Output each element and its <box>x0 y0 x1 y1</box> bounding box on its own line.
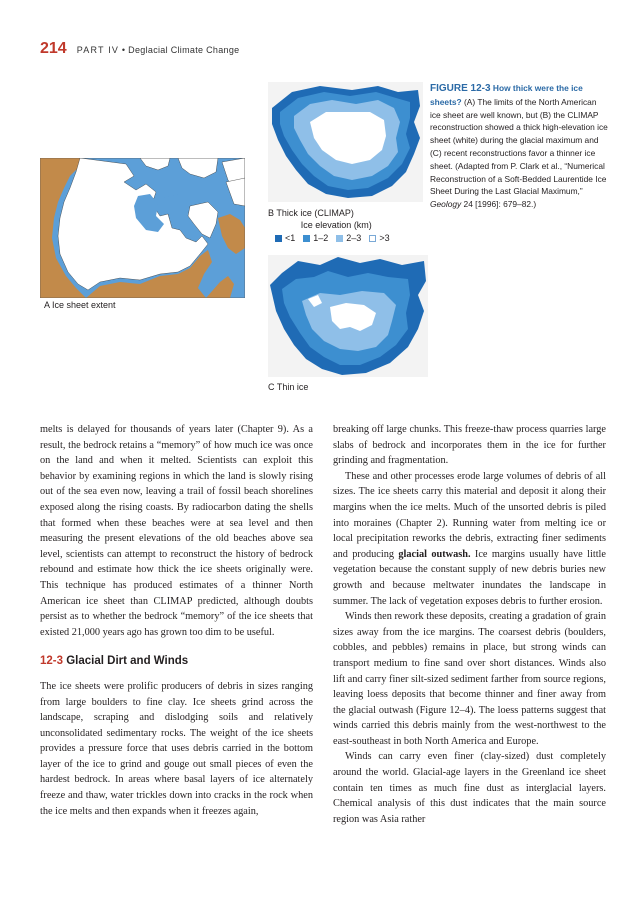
section-heading <box>40 654 313 670</box>
map-thick-ice-climap <box>268 82 423 202</box>
page-number: 214 <box>40 40 67 57</box>
paragraph: Winds can carry even finer (clay-sized) dust completely around the world. Glacial-age layers in the Greenland ice sheet contain ten times as much fine dust as interglacial layers. Chemical analysis of this dust indicates that the main source region was Asia rather <box>333 751 606 825</box>
panel-a-label: A Ice sheet extent <box>44 300 116 310</box>
caption-number: FIGURE 12-3 <box>430 83 491 94</box>
legend-item <box>303 233 328 243</box>
caption-body: (A) The limits of the North American ice sheet are well known, but (B) the CLIMAP reconstruction showed a thick high-elevation ice sheet (white) during the glacial maximum and (C) recent reconstructions favor a thinner ice sheet. (Adapted from P. Clark et al., “Numerical Reconstruction of a Soft-Bedded Laurentide Ice Sheet During the Last Glacial Maximum,” <box>430 96 608 197</box>
legend-item <box>275 233 295 243</box>
paragraph: These and other processes erode large volumes of debris of all sizes. The ice sheets carry this material and deposit it along their margins when the ice melts. Much of the unsorted debris is piled into moraines (Chapter 2). Running water from melting ice or local precipitation reworks the debris, extracting finer sediments and producing glacial outwash. Ice margins usually have little vegetation because the constant supply of new debris buries new growth and because meltwater inundates the landscape in summer. The lack of vegetation exposes debris to further erosion. <box>333 470 606 607</box>
part-title <box>77 45 240 55</box>
part-name: • Deglacial Climate Change <box>119 45 240 55</box>
text-column-left <box>40 422 313 819</box>
legend-label: 1–2 <box>313 233 329 243</box>
section-number: 12-3 <box>40 655 64 668</box>
caption-journal: Geology <box>430 199 462 210</box>
paragraph: breaking off large chunks. This freeze-thaw process quarries large slabs of bedrock and incorporates them in the ice for further grinding and fragmentation. <box>333 424 606 467</box>
legend-swatch <box>369 235 376 242</box>
legend-item <box>336 233 361 243</box>
caption-title: How thick were the ice sheets? <box>430 83 583 107</box>
legend-swatch <box>275 235 282 242</box>
figure-caption <box>430 82 608 211</box>
caption-ref: 24 [1996]: 679–82.) <box>461 199 537 210</box>
legend-label: >3 <box>379 233 390 243</box>
paragraph: melts is delayed for thousands of years later (Chapter 9). As a result, the bedrock retains a “memory” of how much ice was once on the land and when it melted. Scientists can exploit this behavior by examining regions in which the land is slowly rising out of the sea even now, leaving a trail of fossil beach shorelines exposed along the rising coasts. By radiocarbon dating the shells that formed when these beaches were at sea level and then measuring the present elevations of the old beaches above sea level, scientists can attempt to reconstruct the history of bedrock rebound and estimate how thick the ice sheets originally were. This technique has produced estimates of a thinner North American ice sheet than CLIMAP predicted, although doubts persist as to whether the bedrock “memory” of the ice sheets that existed 21,000 years ago has grown too dim to be useful. <box>40 424 313 638</box>
legend-swatch <box>303 235 310 242</box>
paragraph: The ice sheets were prolific producers of debris in sizes ranging from large boulders to fine clay. Ice sheets grind across the landscape, scraping and dislodging soils and relatively unconsolidated sedimentary rocks. The weight of the ice sheets provides a pressure force that uses debris carried in the bottom layer of the ice to grind and gouge out small pieces of even the hardest bedrock. In areas where basal layers of ice alternately freeze and thaw, water trickles down into cracks in the rock when the ice melts and then expands when it freezes again, <box>40 680 313 817</box>
legend-title: Ice elevation (km) <box>300 220 372 230</box>
map-thin-ice <box>268 255 428 377</box>
panel-c-label: C Thin ice <box>268 382 309 392</box>
panel-b-label: B Thick ice (CLIMAP) <box>268 208 354 218</box>
paragraph: Winds then rework these deposits, creating a gradation of grain sizes away from the ice margins. The coarsest debris (boulders, cobbles, and pebbles) remains in place, but strong winds can transport medium to fine sand over short distances. Winds also lift and carry finer silt-sized sediment farther from source regions, leaving loess deposits that become thinner and finer away from the glacial outwash (Figure 12–4). The loess patterns suggest that winds carried this debris mainly from the west-northwest to the east-southeast in both North America and Europe. <box>333 611 606 747</box>
legend-label: <1 <box>285 233 296 243</box>
running-header <box>40 40 239 58</box>
ice-elevation-legend <box>275 220 390 243</box>
map-ice-sheet-extent <box>40 158 245 298</box>
part-label: PART IV <box>76 45 120 55</box>
section-title: Glacial Dirt and Winds <box>66 655 189 668</box>
legend-swatch <box>336 235 343 242</box>
text-column-right <box>333 422 606 827</box>
legend-label: 2–3 <box>346 233 362 243</box>
legend-item <box>369 233 389 243</box>
key-term: glacial outwash. <box>398 548 471 560</box>
